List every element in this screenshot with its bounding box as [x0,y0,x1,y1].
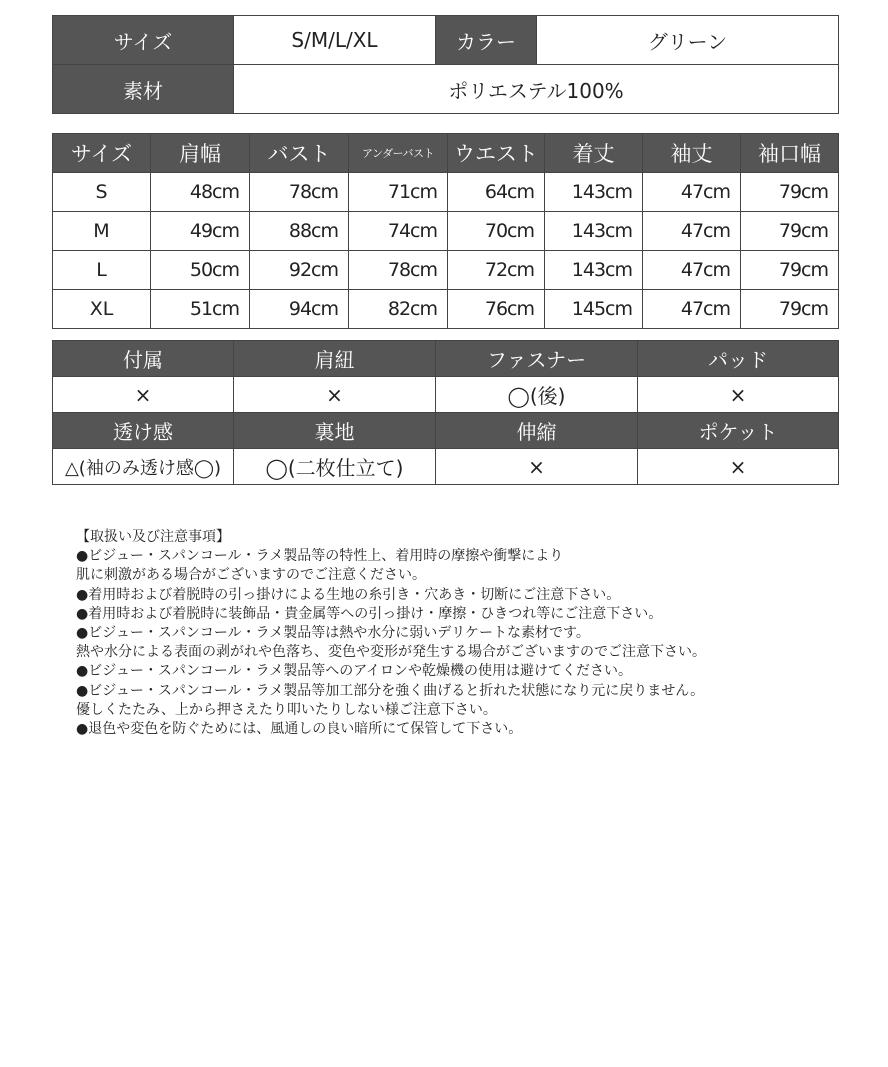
size-chart-header: サイズ [53,134,151,173]
measure-cell: 47cm [643,212,741,251]
measure-cell: 143cm [545,212,643,251]
measure-cell: 51cm [151,290,250,329]
measure-cell: 88cm [250,212,349,251]
measure-cell: 50cm [151,251,250,290]
measure-cell: 94cm [250,290,349,329]
care-note-line: ●退色や変色を防ぐためには、風通しの良い暗所にて保管して下さい。 [76,721,523,738]
measure-cell: 143cm [545,173,643,212]
color-value: グリーン [537,16,839,65]
care-notes-heading: 【取扱い及び注意事項】 [76,529,230,545]
measure-cell: 79cm [741,212,839,251]
size-chart-header: アンダーバスト [349,134,448,173]
spec-value-row [53,377,839,413]
measure-cell: 48cm [151,173,250,212]
stretch-value: × [436,449,638,485]
sheerness-header: 透け感 [53,413,234,449]
measure-cell: 82cm [349,290,448,329]
pocket-header: ポケット [638,413,839,449]
measure-cell: 143cm [545,251,643,290]
care-note-line: ●着用時および着脱時に装飾品・貴金属等への引っ掛け・摩擦・ひきつれ等にご注意下さい。 [76,605,663,622]
color-label: カラー [436,16,537,65]
table-row [53,212,839,251]
measure-cell: 79cm [741,173,839,212]
stretch-header: 伸縮 [436,413,638,449]
spec-header-row [53,413,839,449]
size-chart-header: ウエスト [448,134,545,173]
measure-cell: 71cm [349,173,448,212]
measure-cell: 78cm [250,173,349,212]
measure-cell: 79cm [741,251,839,290]
basic-row-material [53,65,839,114]
care-note-line: ●ビジュー・スパンコール・ラメ製品等の特性上、着用時の摩擦や衝撃により [76,548,564,565]
measure-cell: 64cm [448,173,545,212]
size-cell: XL [53,290,151,329]
size-cell: S [53,173,151,212]
measure-cell: 49cm [151,212,250,251]
straps-header: 肩紐 [234,341,436,377]
lining-value: ◯(二枚仕立て) [234,449,436,485]
size-chart-header-row [53,134,839,173]
material-label: 素材 [53,65,234,114]
care-note-line: ●ビジュー・スパンコール・ラメ製品等へのアイロンや乾燥機の使用は避けてください。 [76,663,632,680]
size-chart-header: 袖口幅 [741,134,839,173]
spec-value-row [53,449,839,485]
zipper-value: ◯(後) [436,377,638,413]
measure-cell: 74cm [349,212,448,251]
measure-cell: 92cm [250,251,349,290]
care-note-line: ●ビジュー・スパンコール・ラメ製品等は熱や水分に弱いデリケートな素材です。 [76,625,590,642]
pads-header: パッド [638,341,839,377]
pocket-value: × [638,449,839,485]
basic-info-table [52,15,839,114]
measure-cell: 47cm [643,173,741,212]
care-note-line: ●ビジュー・スパンコール・ラメ製品等加工部分を強く曲げると折れた状態になり元に戻りません。 [76,682,705,699]
measure-cell: 72cm [448,251,545,290]
measure-cell: 78cm [349,251,448,290]
pads-value: × [638,377,839,413]
size-value: S/M/L/XL [234,16,436,65]
care-note-line: 熱や水分による表面の剥がれや色落ち、変色や変形が発生する場合がございますのでご注意下さい。 [76,644,706,661]
size-chart-table [52,133,839,329]
spec-table [52,340,839,485]
measure-cell: 70cm [448,212,545,251]
material-value: ポリエステル100% [234,65,839,114]
accessories-header: 付属 [53,341,234,377]
table-row [53,290,839,329]
basic-row-size-color [53,16,839,65]
size-label: サイズ [53,16,234,65]
measure-cell: 76cm [448,290,545,329]
sheerness-value: △(袖のみ透け感◯) [53,449,234,485]
table-row [53,173,839,212]
zipper-header: ファスナー [436,341,638,377]
care-note-line: ●着用時および着脱時の引っ掛けによる生地の糸引き・穴あき・切断にご注意下さい。 [76,586,621,603]
care-note-line: 肌に刺激がある場合がございますのでご注意ください。 [76,567,426,584]
size-chart-header: 肩幅 [151,134,250,173]
straps-value: × [234,377,436,413]
size-chart-header: 着丈 [545,134,643,173]
measure-cell: 145cm [545,290,643,329]
size-cell: L [53,251,151,290]
spec-header-row [53,341,839,377]
measure-cell: 47cm [643,251,741,290]
table-row [53,251,839,290]
size-chart-header: 袖丈 [643,134,741,173]
care-note-line: 優しくたたみ、上から押さえたり叩いたりしない様ご注意下さい。 [76,701,497,718]
accessories-value: × [53,377,234,413]
lining-header: 裏地 [234,413,436,449]
size-cell: M [53,212,151,251]
measure-cell: 47cm [643,290,741,329]
size-chart-header: バスト [250,134,349,173]
care-notes [76,528,856,739]
measure-cell: 79cm [741,290,839,329]
